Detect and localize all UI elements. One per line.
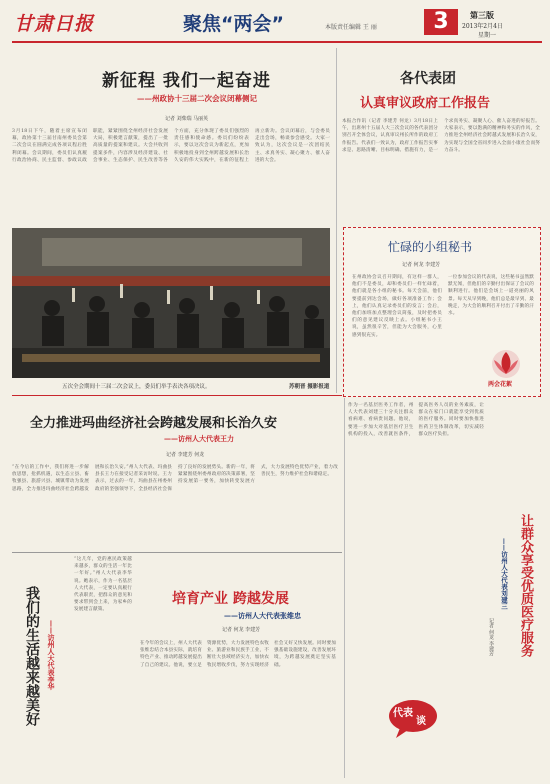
body-text: 在今年的会议上，州人大代表张维忠结合本县实际，就培育特色产业、推动跨越发展提出了自己的建议。他说，要立足资源优势，大力发展特色农牧业、旅游业和民族手工业，不断壮大县域经济实力，加快农牧民增收步伐，努力实现经济社会又好又快发展。同时要加强基础设施建设，改善发展环境，为跨越发展奠定坚实基础。 xyxy=(140,641,336,668)
conference-photo xyxy=(12,228,330,378)
subheadline: ——访州人大代表刘建三 xyxy=(500,538,508,610)
section-divider-2 xyxy=(12,552,342,553)
headline: 让群众享受优质医疗服务 xyxy=(518,514,533,657)
headline: 我们的生活越来越美好 xyxy=(24,586,40,726)
body-text-right: 一位参加会议的代表说，这些秘书虽然默默无闻，但他们的辛勤付出保证了会议的顺利进行。他们是会场上一道亮丽的风景。每天从早到晚，他们总是最早到、最晚走，为大会的顺利召开付出了辛勤的汗水。 xyxy=(448,275,534,317)
byline: 记者 何龙 李建芳 xyxy=(222,627,261,633)
masthead xyxy=(0,0,550,44)
article-better-life xyxy=(12,556,132,778)
subheadline: ——访州人大代表张维忠 xyxy=(224,611,301,620)
section-divider xyxy=(12,395,342,396)
headline: 忙碌的小组秘书 xyxy=(388,240,473,254)
body-text: 作为一名基层医务工作者，州人大代表刘建三十分关注群众看病难、看病贵问题。他说，要进一步加大对基层医疗卫生机构的投入，改善就医条件，提高医务人员的业务素质，让群众在家门口就能享受到优质的医疗服务。同时要加快推进医药卫生体制改革，切实减轻群众医疗负担。 xyxy=(348,403,484,437)
date-label: 2013年2月4日 xyxy=(462,23,503,30)
representatives-talk-badge xyxy=(388,698,438,738)
section-title: 聚焦“两会” xyxy=(183,13,284,35)
badge-text-2: 谈 xyxy=(416,716,426,727)
article-maqu xyxy=(12,398,342,550)
page-number-box xyxy=(424,9,458,35)
subheadline: ——访州人大代表王力 xyxy=(164,434,234,443)
paper-name: 甘肃日报 xyxy=(14,13,95,35)
body-text: 在州政协会议召开期间，有这样一群人，他们不是委员，却和委员们一样忙碌着，他们就是各小组的秘书。每天会前，他们要提前到达会场，做好各项准备工作；会上，他们认真记录委员们的发言；会后，他们加班加点整理会议简报，及时把委员们的意见建议反映上去。小组秘书小王说，虽然很辛苦，但能为大会服务，心里感到很充实。 xyxy=(352,275,442,338)
headline-line1: 各代表团 xyxy=(400,71,456,87)
article-review-report xyxy=(342,48,542,183)
news-photo xyxy=(12,228,330,378)
byline: 记者 刘柴瑞 马丽英 xyxy=(165,116,209,122)
logo-text: 两会花絮 xyxy=(488,381,513,388)
page-number: 3 xyxy=(433,9,449,34)
weekday-label: 星期一 xyxy=(478,32,497,39)
flower-logo xyxy=(484,346,528,390)
badge-text: 代表 xyxy=(393,708,413,719)
edition-label: 第三版 xyxy=(470,10,494,20)
body-text: 本报合作讯（记者 李建芳 何龙）3月18日上午，出席州十五届人大三次会议的各代表团分别召开全体会议，认真审议州长所作的政府工作报告。代表们一致认为，政府工作报告实事求是、思路清晰、目标明确、措施有力，是一个求真务实、凝聚人心、催人奋进的好报告。大家表示，要以饱满的精神和务实的作风，全力推进全州经济社会跨越式发展和长治久安，为实现与全国全省同步进入全面小康社会而努力奋斗。 xyxy=(342,119,540,153)
byline: 记者 李建芳 何龙 xyxy=(166,452,205,458)
article-medical xyxy=(348,398,542,778)
headline: 新征程 我们一起奋进 xyxy=(102,71,271,91)
article-industry xyxy=(140,556,340,778)
subheadline: ——州政协十三届二次会议闭幕侧记 xyxy=(137,94,257,103)
photo-credit: 苏朝晋 摄影报道 xyxy=(289,384,330,390)
photo-caption: 五次全会期间十三届二次会议上，委员们举手表决各项决议。 xyxy=(62,384,211,390)
masthead-rule xyxy=(12,41,542,43)
column-divider-2 xyxy=(344,398,345,778)
headline: 全力推进玛曲经济社会跨越发展和长治久安 xyxy=(30,416,278,431)
column-divider xyxy=(336,48,337,393)
byline: 记者 何龙 李建芳 xyxy=(488,618,494,657)
headline-line2: 认真审议政府工作报告 xyxy=(360,96,491,111)
headline: 培育产业 跨越发展 xyxy=(172,591,289,607)
subheadline: ——访州人大代表李华 xyxy=(47,620,56,690)
body-text: “这几年，党的惠民政策越来越多，群众的生活一年比一年好。”州人大代表李华说。她表示，作为一名基层人大代表，一定要认真履行代表职责，把群众的意见和要求带到会上来，为家乡的发展建言献策。 xyxy=(74,557,132,613)
byline: 记者 何龙 李建芳 xyxy=(402,262,441,268)
editor-credit: 本版责任编辑 王 丽 xyxy=(325,24,377,31)
sidebar-box-secretaries xyxy=(343,227,541,397)
body-text: “在今后的工作中，我们将进一步解放思想，抢抓机遇，以生态立县、畜牧强县、旅游兴县、城镇带动为发展思路，全力推进玛曲经济社会跨越发展和长治久安。”州人大代表、玛曲县县长王力在接受记者采访时说。王力表示，过去的一年，玛曲县在州委州政府的坚强领导下，全县经济社会保持了良好的发展势头。新的一年，将紧紧围绕州委州政府的决策部署，坚持发展第一要务，加快转变发展方式，大力发展特色优势产业，着力改善民生，努力维护社会和谐稳定。 xyxy=(12,465,338,492)
body-text: 3月18日下午，随着主席宣布闭幕，政协第十三届甘南州委员会第二次会议在圆满完成各项议程后胜利闭幕。会议期间，委员们认真履行政治协商、民主监督、参政议政职能，紧紧围绕全州经济社会发展大局，积极建言献策，提出了一批高质量的提案和建议。大会共收到提案多件，内容涉及经济建设、社会事业、生态保护、民生改善等各个方面，充分体现了委员们强烈的责任感和使命感。委员们纷纷表示，要以这次会议为新起点，更加积极地投身到全州跨越发展和长治久安的伟大实践中，在新的征程上再立新功。会议闭幕后，与会委员走出会场，畅谈参会感受。大家一致认为，这次会议是一次团结民主、求真务实、凝心聚力、催人奋进的大会。 xyxy=(12,129,330,163)
